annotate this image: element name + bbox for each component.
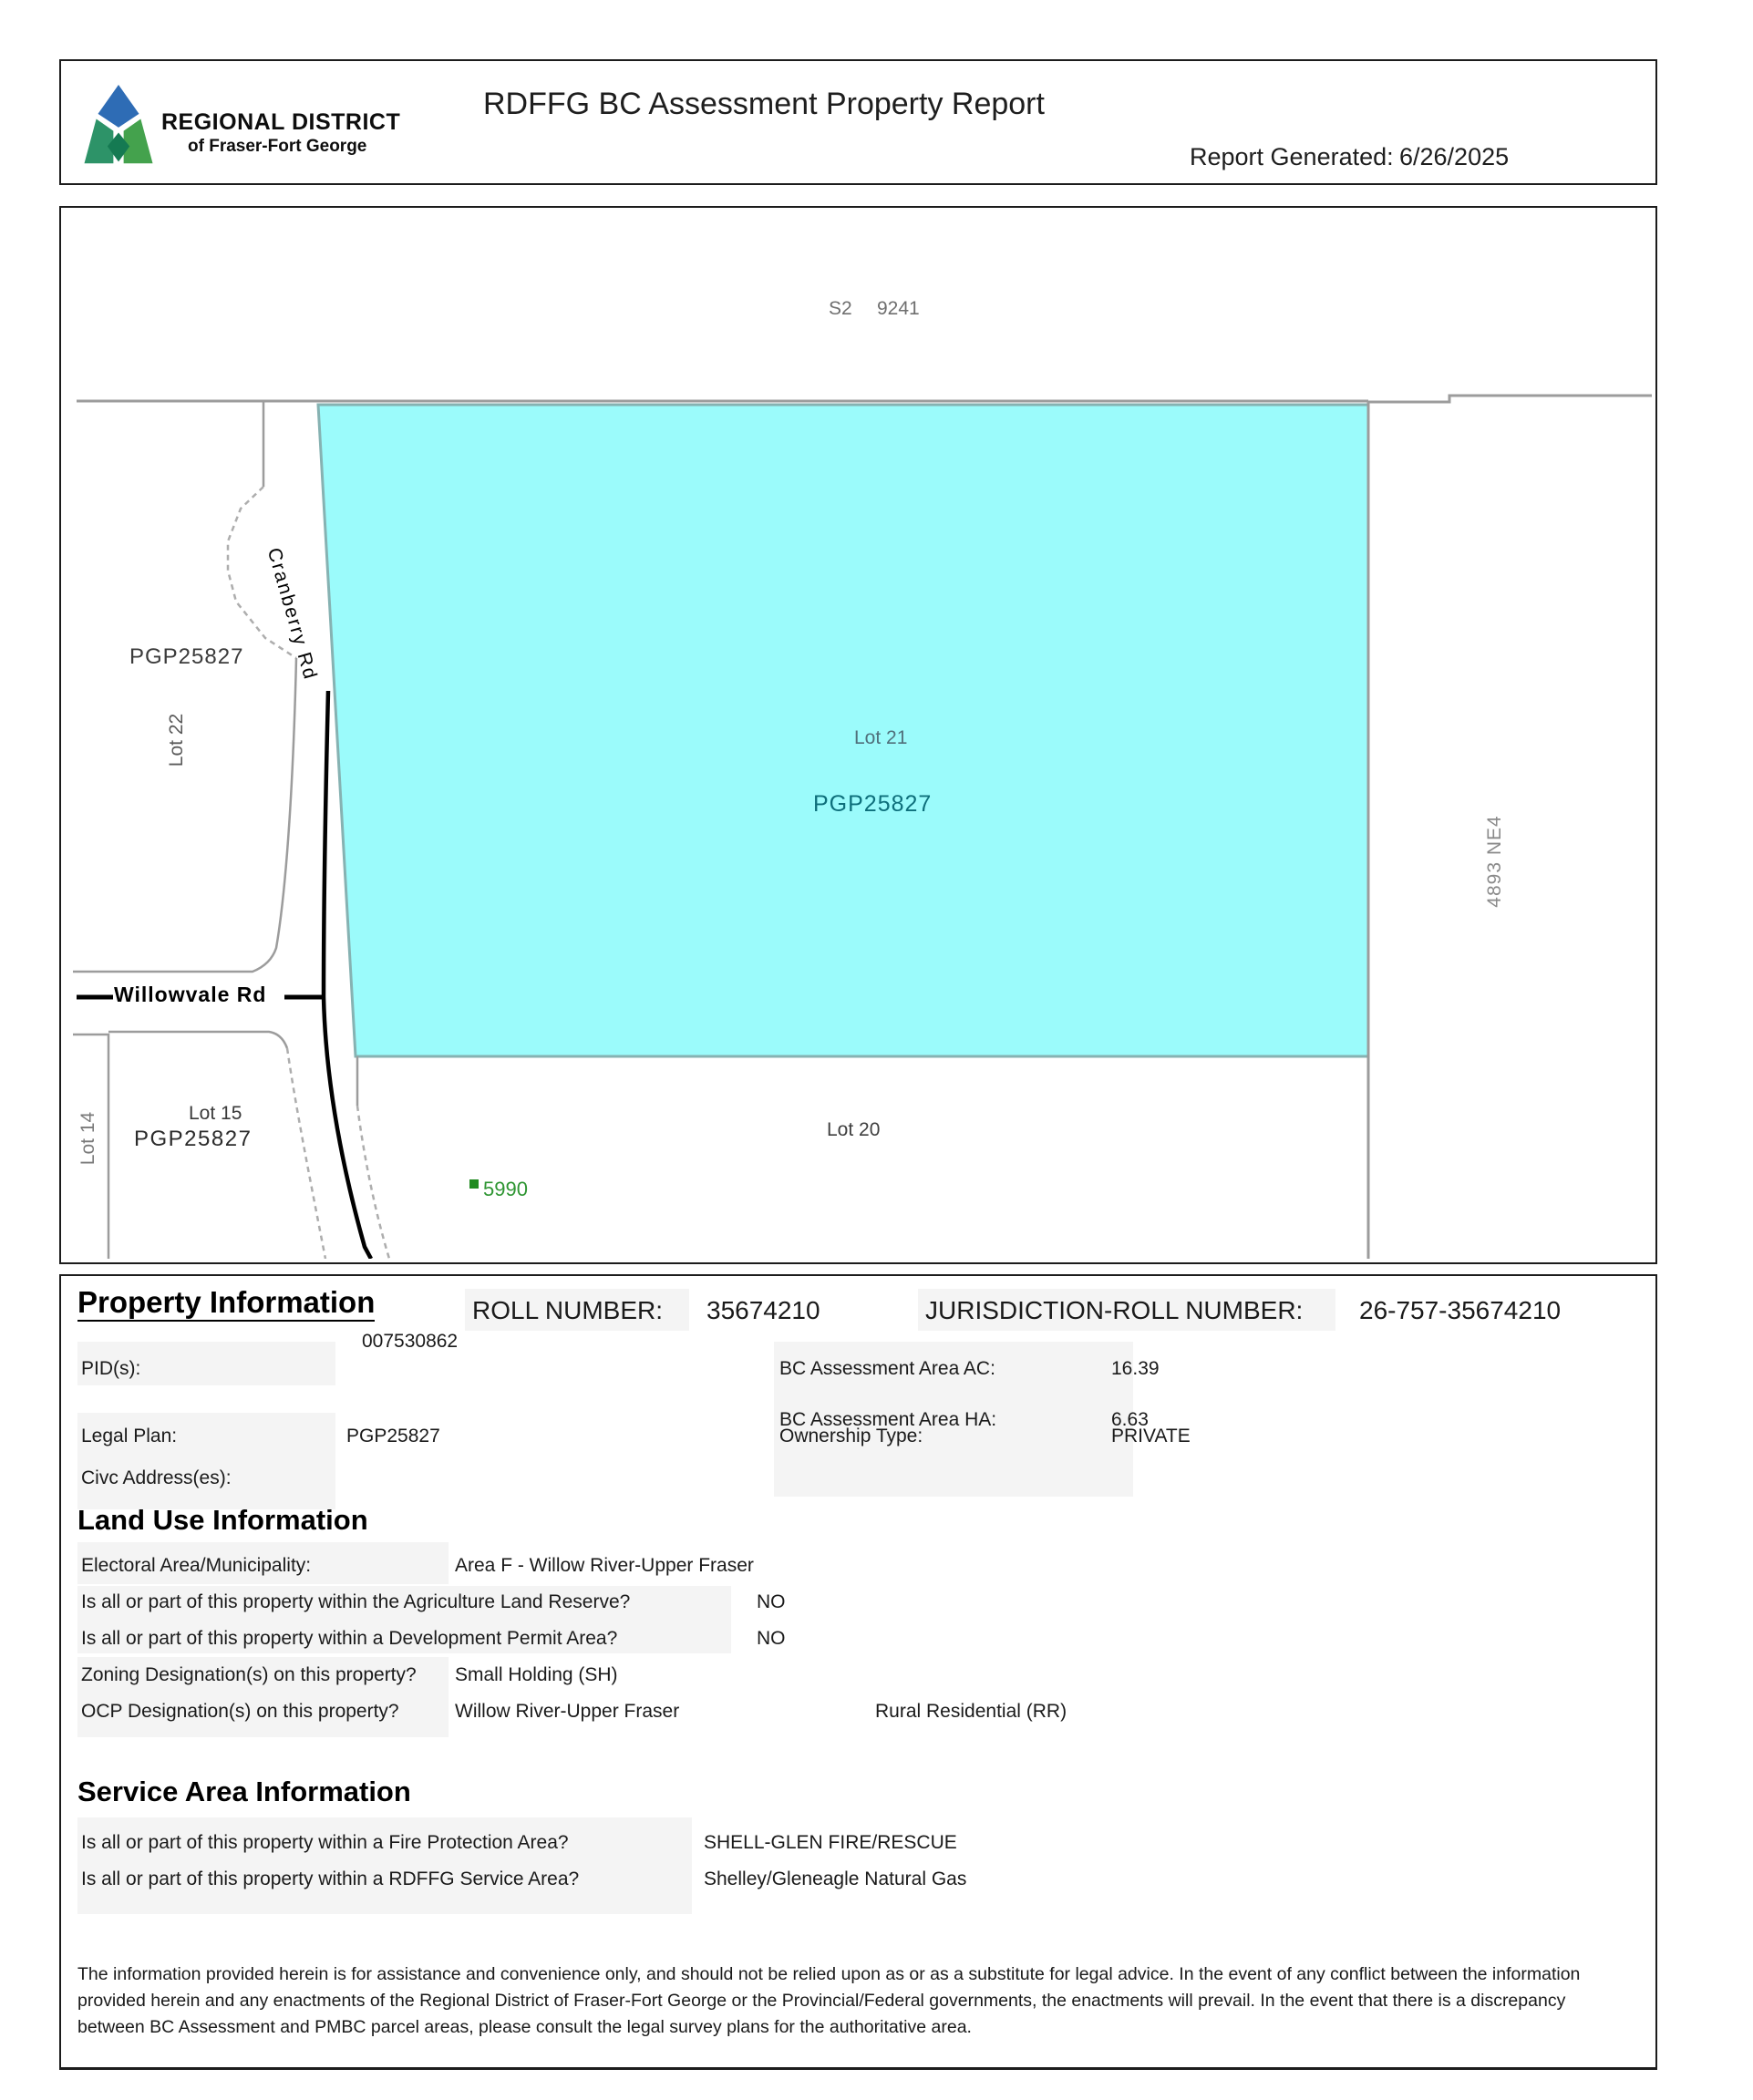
report-generated-date: 6/26/2025 [1399,143,1510,170]
highlighted-parcel-lot21 [318,405,1368,1056]
map-label-willowvale-rd: Willowvale Rd [114,983,267,1006]
zoning-value: Small Holding (SH) [455,1664,618,1685]
org-subname: of Fraser-Fort George [188,137,367,156]
jurisdiction-roll-value: 26-757-35674210 [1359,1296,1562,1324]
rdffg-service-value: Shelley/Gleneagle Natural Gas [704,1868,967,1889]
map-label-cranberry-rd: Cranberry Rd [263,545,322,684]
report-header [59,59,1657,185]
map-label-section-s2: S2 [829,298,852,319]
alr-question-label: Is all or part of this property within the Agriculture Land Reserve? [81,1591,631,1612]
zoning-label: Zoning Designation(s) on this property? [81,1664,417,1685]
area-ac-value: 16.39 [1111,1358,1160,1379]
legal-plan-value: PGP25827 [346,1426,440,1446]
roll-number-label: ROLL NUMBER: [472,1296,664,1324]
map-label-lot-15: Lot 15 [189,1103,242,1124]
house-point-icon [469,1179,479,1189]
org-name: REGIONAL DISTRICT [161,109,401,135]
map-label-lot-21: Lot 21 [854,727,908,748]
jurisdiction-roll-label: JURISDICTION-ROLL NUMBER: [925,1296,1304,1324]
alr-question-value: NO [757,1591,786,1612]
map-label-lot-14: Lot 14 [77,1111,98,1166]
lot15-east-dashed [287,1048,325,1259]
map-label-house-number: 5990 [483,1178,528,1200]
pid-value: 007530862 [362,1331,459,1352]
parcel-map [59,206,1657,1264]
pid-label: PID(s): [81,1358,141,1379]
map-label-lot-22: Lot 22 [166,713,187,767]
area-ac-label: BC Assessment Area AC: [779,1358,995,1379]
rdffg-logo-icon [84,85,153,167]
area-ha-value: 6.63 [1111,1409,1149,1430]
dpa-question-label: Is all or part of this property within a Development Permit Area? [81,1628,618,1649]
section-heading-service-area: Service Area Information [77,1776,411,1807]
road-west-edge [73,658,296,972]
map-label-plan-north: 9241 [877,298,920,319]
electoral-area-value: Area F - Willow River-Upper Fraser [455,1555,754,1576]
map-label-plan-southwest: PGP25827 [134,1127,253,1151]
report-generated-label: Report Generated: [1190,143,1394,170]
ocp-value: Willow River-Upper Fraser [455,1701,680,1722]
electoral-area-label: Electoral Area/Municipality: [81,1555,312,1576]
page-title: RDFFG BC Assessment Property Report [483,87,1045,121]
ownership-type-label: Ownership Type: [779,1426,923,1446]
ocp-label: OCP Designation(s) on this property? [81,1701,399,1722]
area-ha-label: BC Assessment Area HA: [779,1409,997,1430]
ocp-value-2: Rural Residential (RR) [875,1701,1067,1722]
dpa-question-value: NO [757,1628,786,1649]
roll-number-value: 35674210 [706,1296,820,1324]
map-label-plan-center: PGP25827 [813,791,933,817]
legal-plan-label: Legal Plan: [81,1426,178,1446]
fire-protection-label: Is all or part of this property within a Fire Protection Area? [81,1832,569,1853]
north-boundary-line-east [1368,396,1652,402]
report-body [59,1274,1657,2070]
section-heading-land-use: Land Use Information [77,1504,368,1536]
fire-protection-value: SHELL-GLEN FIRE/RESCUE [704,1832,957,1853]
civic-address-label: Civc Address(es): [81,1467,232,1488]
disclaimer-text: The information provided herein is for assistance and convenience only, and should not be relied upon as or as a substitute for legal advice. In the event of any conflict between the information provided herein and any enactments of the Regional District of Fraser-Fort George or the Provincial/Federal governments, the enactments will prevail. In the event that there is a discrepancy between BC Assessment and PMBC parcel areas, please consult the legal survey plans for the authoritative area. [77,1964,1581,2037]
rdffg-service-label: Is all or part of this property within a RDFFG Service Area? [81,1868,580,1889]
map-label-section-east: 4893 NE4 [1484,815,1505,908]
willowvale-south-edge [108,1032,287,1048]
map-label-lot-20: Lot 20 [827,1119,881,1140]
section-heading-property-information: Property Information [77,1285,375,1320]
map-label-plan-west: PGP25827 [129,644,244,669]
ownership-type-value: PRIVATE [1111,1426,1191,1446]
